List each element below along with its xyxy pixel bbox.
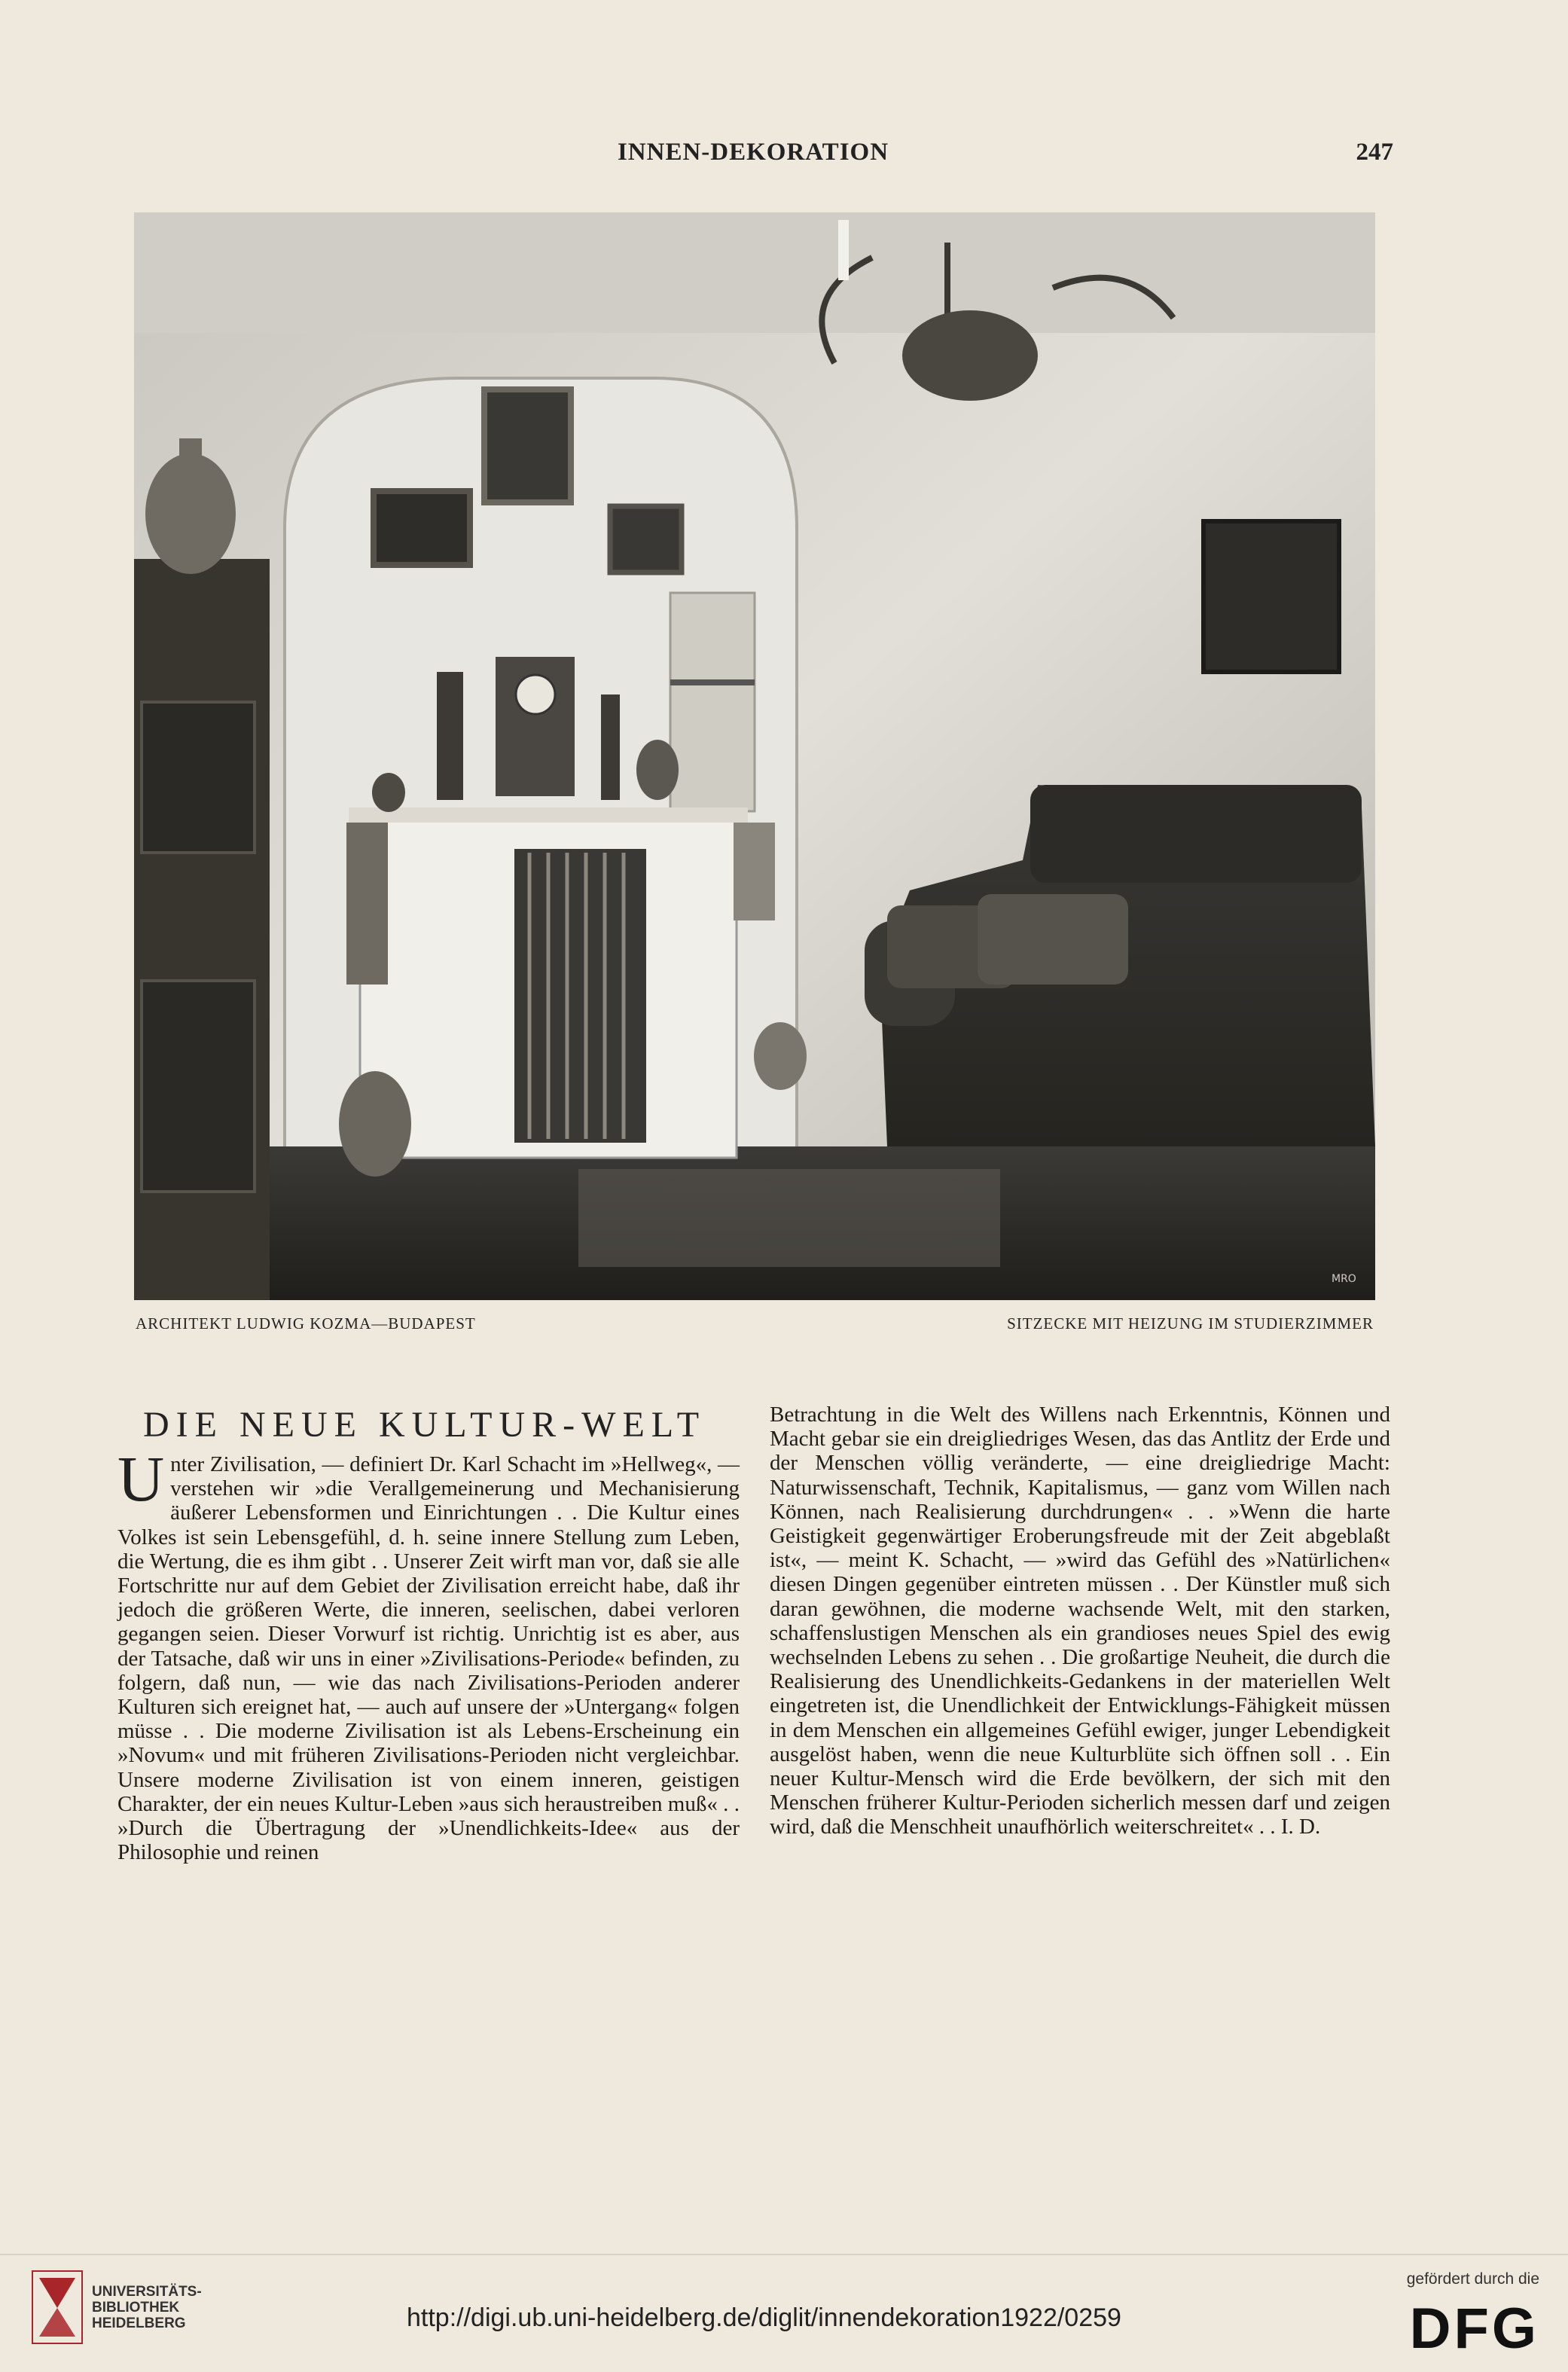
article-column-right (770, 1403, 1390, 1839)
library-line-3: HEIDELBERG (92, 2316, 186, 2331)
jug-neck (179, 438, 202, 472)
cabinet-panel-lower (142, 981, 255, 1192)
digitization-footer (0, 2254, 1568, 2372)
room-illustration (134, 212, 1375, 1300)
ceiling (134, 212, 1375, 333)
caption-room: SITZECKE MIT HEIZUNG IM STUDIERZIMMER (1007, 1314, 1374, 1333)
mantel-drape-right (734, 823, 775, 920)
framed-picture-sofa (1203, 521, 1339, 672)
mantel-drape-left (346, 823, 388, 985)
library-name (92, 2284, 202, 2331)
floor-vase-right (754, 1022, 807, 1090)
chandelier-bowl (902, 310, 1038, 401)
drop-cap: U (117, 1442, 165, 1515)
right-column-text: Betrachtung in die Welt des Willens nach Erkenntnis, Können und Macht gebar sie ein dreigliedriges Wesen, das das Antlitz der Erde und der Menschen völlig veränderte, — eine dreigliedrige Macht: Naturwissenschaft, Technik, Kapitalismus, — ganz vom Willen nach Können, nach Realisierung durchdrungen« . . »Wenn die harte Geistigkeit gegenwärtiger Eroberungsfreude mit der Zeit abgeblaßt ist«, — meint K. Schacht, — »wird das Gefühl des »Natürlichen« diesen Dingen gegenüber eintreten müssen . . Der Künstler muß sich daran gewöhnen, die moderne wachsende Welt, mit den starken, schaffenslustigen Menschen als ein grandioses neues Spiel des ewig wechselnden Lebens zu sehen . . Die großartige Neuheit, die durch die Realisierung des Unendlichkeits-Gedankens in der materiellen Welt eingetreten ist, die Unendlichkeit der Entwicklungs-Fähigkeit müssen in dem Menschen ein allgemeines Gefühl ewiger, junger Lebendigkeit ausgelöst haben, wenn die neue Kulturblüte sich öffnen soll . . Ein neuer Kultur-Mensch wird die Erde bevölkern, der sich mit den Menschen früherer Kultur-Perioden sicherlich messen darf und zeigen wird, daß die Menschheit unaufhörlich weiterschreitet« . . I. D. (770, 1403, 1390, 1839)
cabinet-panel-upper (142, 702, 255, 853)
figurine-right (601, 695, 620, 800)
cushion-right (978, 894, 1128, 985)
library-line-2: BIBLIOTHEK (92, 2300, 180, 2316)
framed-picture-right (610, 506, 682, 572)
left-column-text: nter Zivilisation, — definiert Dr. Karl Schacht im »Hellweg«, — verstehen wir »die Verallgemeinerung und Mechanisierung äußerer Lebensformen und Einrichtungen . . Die Kultur eines Volkes ist sein Lebensgefühl, d. h. seine innere Stellung zum Leben, die Wertung, die es ihm gibt . . Unserer Zeit wirft man vor, daß sie alle Fortschritte nur auf dem Gebiet der Zivilisation erreicht habe, daß ihr jedoch die größeren Werte, die inneren, seelischen, dabei verloren gegangen seien. Dieser Vorwurf ist richtig. Unrichtig ist es aber, aus der Tatsache, daß wir uns in einer »Zivilisations-Periode« befinden, zu folgern, daß nun, — wie das nach Zivilisations-Perioden anderer Kulturen sich ereignet hat, — auch auf unsere der »Untergang« folgen müsse . . Die moderne Zivilisation ist als Lebens-Erscheinung ein »Novum« und mit früheren Zivilisations-Perioden nicht vergleichbar. Unsere moderne Zivilisation ist von einem inneren, geistigen Charakter, der ein neues Kultur-Leben »aus sich heraustreiben muß« . . »Durch die Übertragung der »Unendlichkeits-Idee« aus der Philosophie und reinen (117, 1452, 740, 1865)
rug (578, 1169, 1000, 1267)
floor-vase-left (339, 1071, 411, 1177)
university-library-logo (32, 2270, 83, 2344)
article-title: DIE NEUE KULTUR-WELT (143, 1405, 706, 1445)
framed-picture-left (374, 491, 470, 565)
sofa-backrest (1030, 785, 1362, 883)
caption-architect: ARCHITEKT LUDWIG KOZMA—BUDAPEST (136, 1314, 476, 1333)
source-url-link[interactable]: http://digi.ub.uni-heidelberg.de/diglit/innendekoration1922/0259 (407, 2303, 1121, 2332)
article-column-left (117, 1442, 740, 1865)
sponsor-label: gefördert durch die (1406, 2270, 1539, 2288)
clock-face (516, 675, 555, 714)
candle (838, 220, 849, 280)
mantel-shelf (349, 807, 748, 823)
figurine-left (437, 672, 463, 800)
interior-photo (134, 212, 1375, 1300)
mantel-pot (372, 773, 405, 812)
mantel-vase (636, 740, 679, 800)
wall-niche (670, 593, 755, 811)
library-line-1: UNIVERSITÄTS- (92, 2284, 202, 2300)
niche-shelf (670, 679, 755, 685)
photographer-signature: MRO (1332, 1273, 1356, 1285)
page-number: 247 (1356, 139, 1393, 166)
framed-picture-top (484, 389, 571, 502)
dfg-logo: DFG (1409, 2297, 1539, 2361)
running-title: INNEN-DEKORATION (617, 139, 889, 166)
heater-grill (514, 849, 646, 1143)
